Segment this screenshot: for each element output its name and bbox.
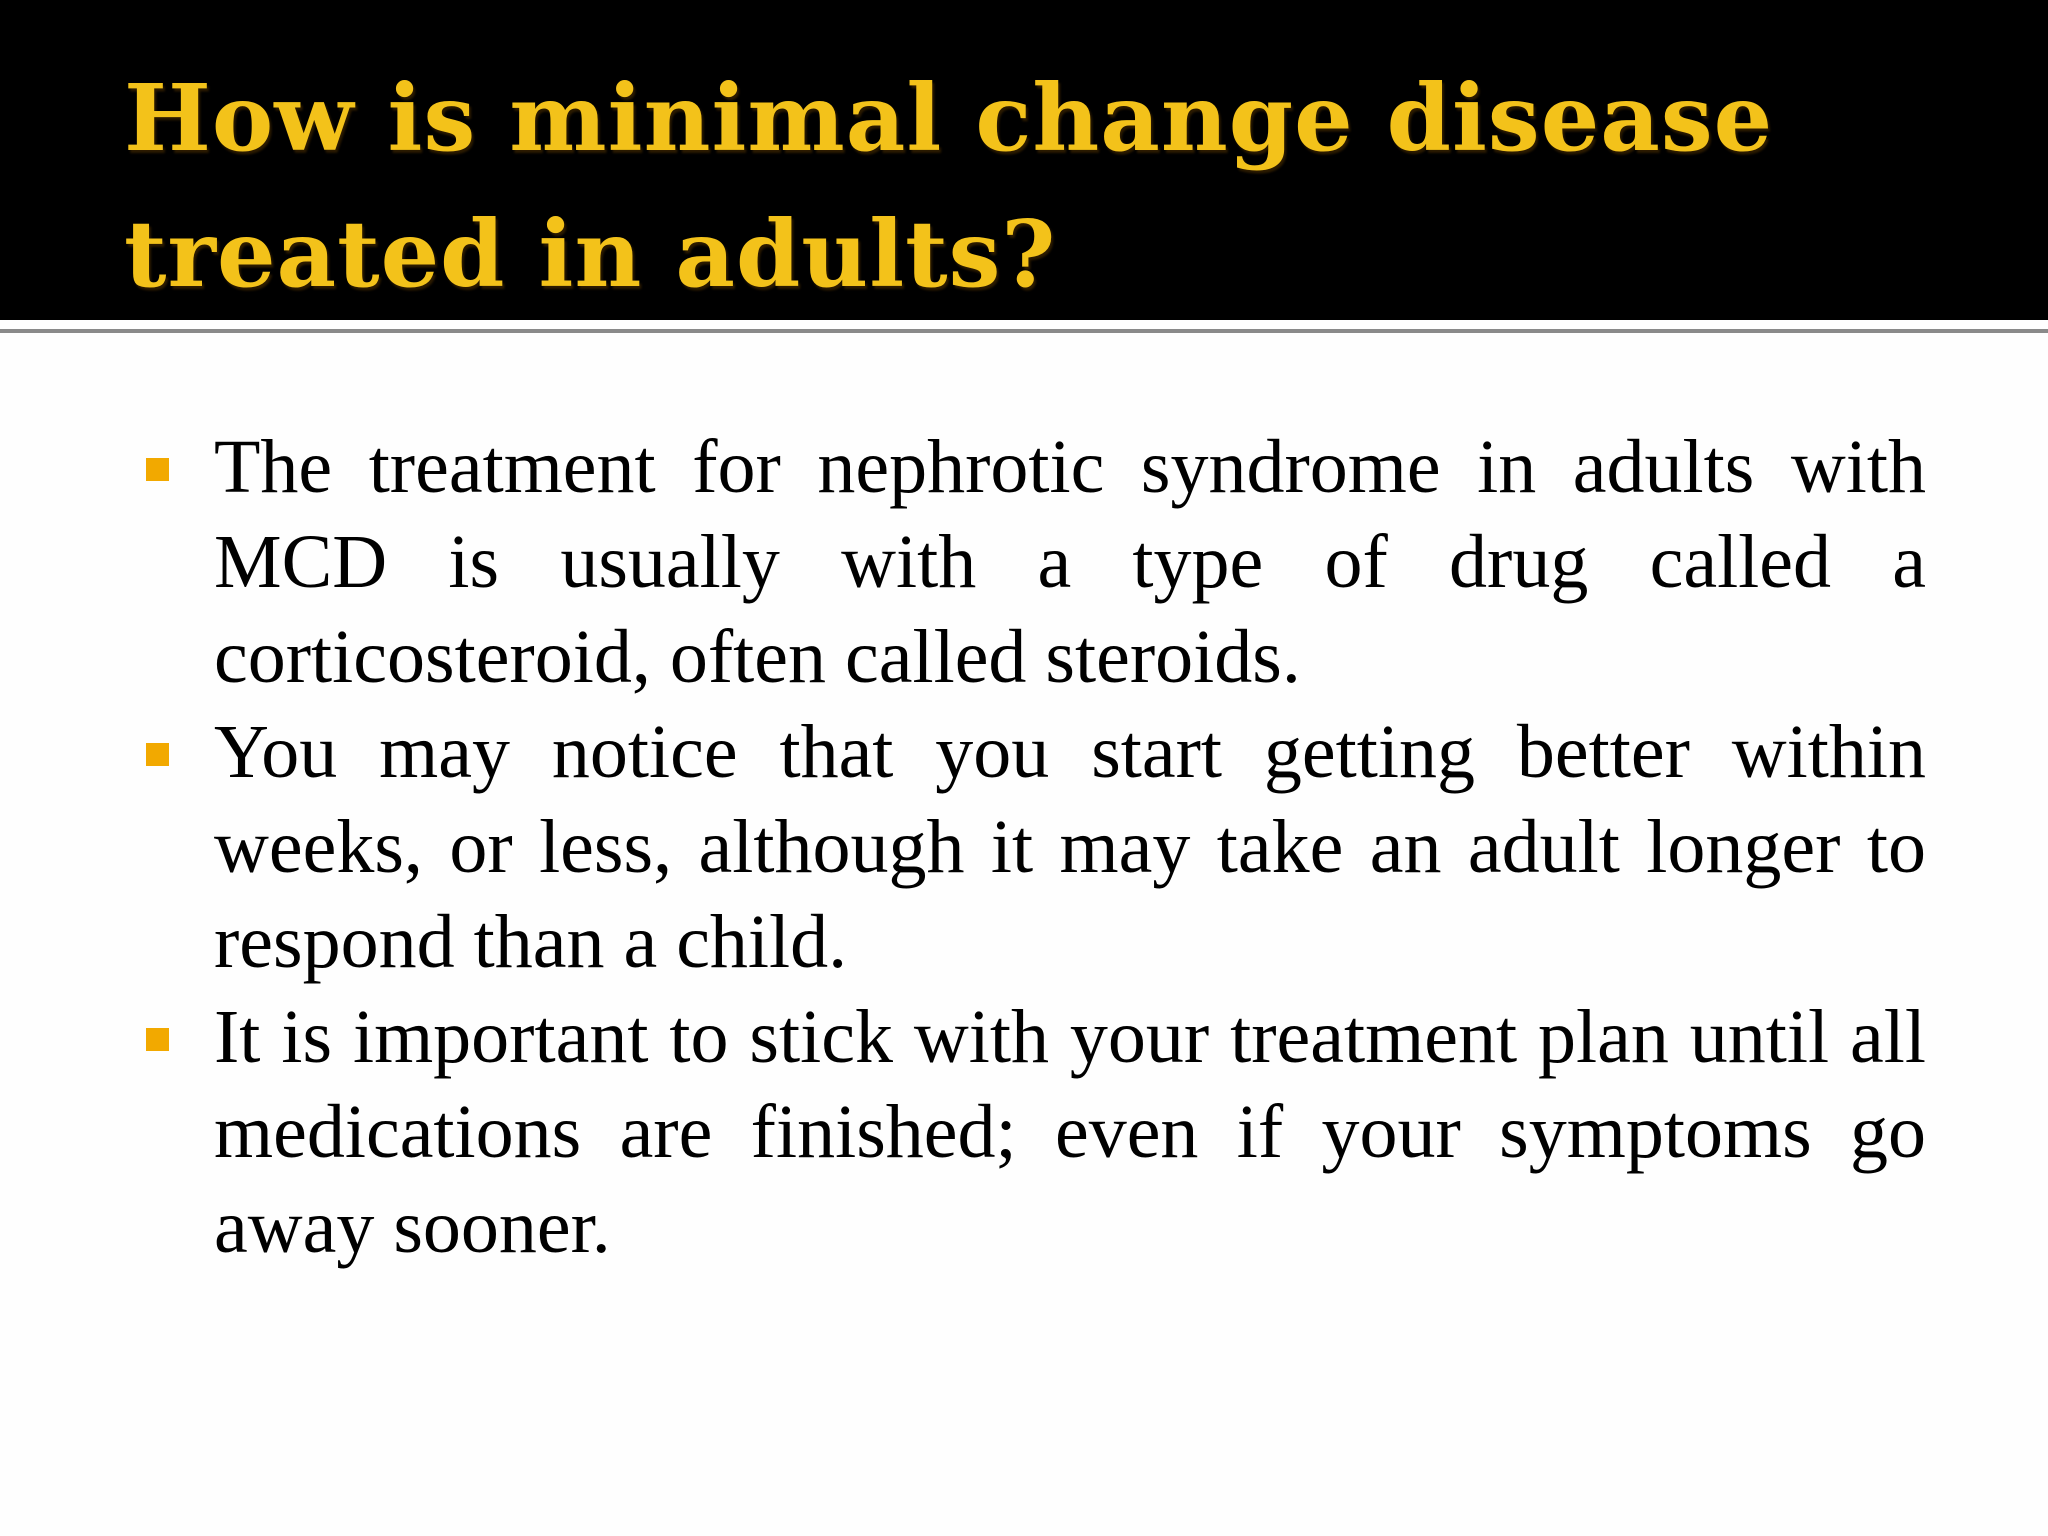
square-bullet-icon [146, 458, 169, 481]
bullet-item [140, 420, 1926, 705]
bullet-item [140, 990, 1926, 1275]
title-divider-light [0, 320, 2048, 329]
bullet-item [140, 705, 1926, 990]
square-bullet-icon [146, 743, 169, 766]
title-bar [0, 0, 2048, 320]
title-divider-line [0, 329, 2048, 333]
square-bullet-icon [146, 1028, 169, 1051]
bullet-text: It is important to stick with your treatment plan until all medications are finished; even if your symptoms go away sooner. [214, 995, 1926, 1269]
bullet-list [140, 420, 1926, 1275]
slide-title: How is minimal change disease treated in adults? [124, 64, 1774, 308]
bullet-text: The treatment for nephrotic syndrome in adults with MCD is usually with a type of drug called a corticosteroid, often called steroids. [214, 425, 1926, 699]
bullet-text: You may notice that you start getting better within weeks, or less, although it may take an adult longer to respond than a child. [214, 710, 1926, 984]
